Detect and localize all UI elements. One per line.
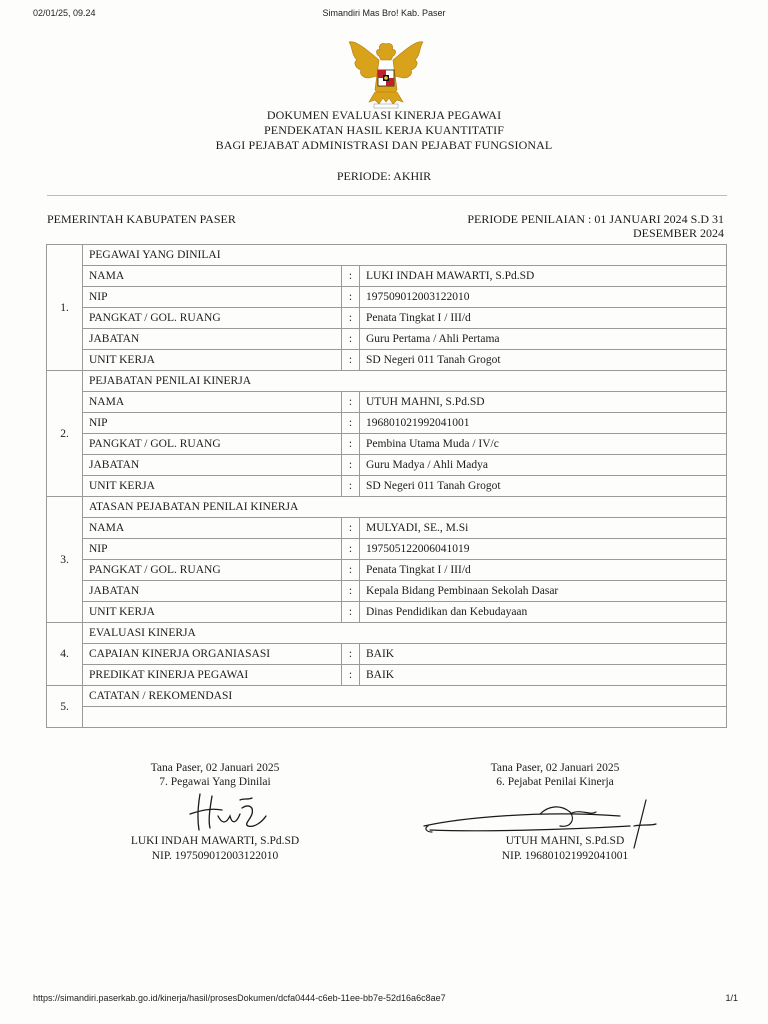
print-page-counter: 1/1 [725, 993, 738, 1003]
field-value: 196801021992041001 [360, 413, 727, 434]
periode-penilaian-line-1: PERIODE PENILAIAN : 01 JANUARI 2024 S.D 31 [467, 212, 724, 226]
colon: : [342, 560, 360, 581]
colon: : [342, 518, 360, 539]
handwritten-signature-left [182, 786, 282, 836]
field-label: UNIT KERJA [83, 476, 342, 497]
field-label: PANGKAT / GOL. RUANG [83, 308, 342, 329]
table-row [47, 560, 727, 581]
section-header-row [47, 245, 727, 266]
print-page-title: Simandiri Mas Bro! Kab. Paser [322, 8, 446, 18]
field-label: JABATAN [83, 581, 342, 602]
table-row [47, 581, 727, 602]
table-row [47, 707, 727, 728]
colon: : [342, 287, 360, 308]
field-value: Penata Tingkat I / III/d [360, 308, 727, 329]
field-value: 197509012003122010 [360, 287, 727, 308]
field-value: BAIK [360, 665, 727, 686]
colon: : [342, 329, 360, 350]
signer-name: LUKI INDAH MAWARTI, S.Pd.SD [130, 835, 300, 847]
field-label: UNIT KERJA [83, 602, 342, 623]
table-row [47, 413, 727, 434]
field-value: 197505122006041019 [360, 539, 727, 560]
section-number: 1. [47, 245, 83, 371]
field-label: NIP [83, 539, 342, 560]
periode-penilaian [424, 212, 724, 240]
section-number: 4. [47, 623, 83, 686]
field-label: NAMA [83, 266, 342, 287]
field-value: BAIK [360, 644, 727, 665]
colon: : [342, 581, 360, 602]
signer-name: UTUH MAHNI, S.Pd.SD [505, 835, 625, 847]
section-title: ATASAN PEJABATAN PENILAI KINERJA [83, 497, 727, 518]
field-value: Pembina Utama Muda / IV/c [360, 434, 727, 455]
table-row [47, 539, 727, 560]
section-title: PEJABATAN PENILAI KINERJA [83, 371, 727, 392]
section-header-row [47, 371, 727, 392]
table-row [47, 665, 727, 686]
signature-role: 6. Pejabat Penilai Kinerja [496, 776, 614, 788]
table-row [47, 476, 727, 497]
field-value: Dinas Pendidikan dan Kebudayaan [360, 602, 727, 623]
notes-empty-cell [83, 707, 727, 728]
field-label: PREDIKAT KINERJA PEGAWAI [83, 665, 342, 686]
table-row [47, 434, 727, 455]
print-timestamp: 02/01/25, 09.24 [33, 8, 96, 18]
colon: : [342, 539, 360, 560]
colon: : [342, 434, 360, 455]
field-label: NIP [83, 413, 342, 434]
section-header-row [47, 497, 727, 518]
document-title-block [0, 108, 768, 153]
signer-info-right [450, 834, 680, 864]
field-value: Kepala Bidang Pembinaan Sekolah Dasar [360, 581, 727, 602]
field-value: UTUH MAHNI, S.Pd.SD [360, 392, 727, 413]
section-number: 5. [47, 686, 83, 728]
field-label: CAPAIAN KINERJA ORGANIASASI [83, 644, 342, 665]
signature-place-date: Tana Paser, 02 Januari 2025 [150, 762, 280, 774]
document-title-line-2: PENDEKATAN HASIL KERJA KUANTITATIF [263, 123, 505, 137]
colon: : [342, 602, 360, 623]
colon: : [342, 455, 360, 476]
field-label: PANGKAT / GOL. RUANG [83, 434, 342, 455]
section-title: EVALUASI KINERJA [83, 623, 727, 644]
table-row [47, 602, 727, 623]
signer-info-left [90, 834, 340, 864]
garuda-emblem-icon [345, 38, 427, 110]
document-title-line-3: BAGI PEJABAT ADMINISTRASI DAN PEJABAT FUNGSIONAL [215, 138, 553, 152]
field-value: LUKI INDAH MAWARTI, S.Pd.SD [360, 266, 727, 287]
section-number: 2. [47, 371, 83, 497]
field-value: SD Negeri 011 Tanah Grogot [360, 476, 727, 497]
colon: : [342, 350, 360, 371]
table-row [47, 329, 727, 350]
signature-block-left [110, 761, 320, 789]
field-value: Guru Pertama / Ahli Pertama [360, 329, 727, 350]
colon: : [342, 308, 360, 329]
document-title-line-1: DOKUMEN EVALUASI KINERJA PEGAWAI [266, 108, 502, 122]
field-value: Penata Tingkat I / III/d [360, 560, 727, 581]
print-url: https://simandiri.paserkab.go.id/kinerja/hasil/prosesDokumen/dcfa0444-c6eb-11ee-bb7e-52d16a6c8ae7 [33, 993, 446, 1003]
field-label: NIP [83, 287, 342, 308]
colon: : [342, 476, 360, 497]
table-row [47, 392, 727, 413]
signer-nip: NIP. 197509012003122010 [151, 850, 279, 862]
field-label: PANGKAT / GOL. RUANG [83, 560, 342, 581]
periode-penilaian-line-2: DESEMBER 2024 [632, 226, 724, 240]
periode-label: PERIODE: AKHIR [336, 169, 432, 183]
section-header-row [47, 686, 727, 707]
section-header-row [47, 623, 727, 644]
signature-place-date: Tana Paser, 02 Januari 2025 [490, 762, 620, 774]
field-value: Guru Madya / Ahli Madya [360, 455, 727, 476]
signature-block-right [450, 761, 660, 789]
field-label: JABATAN [83, 455, 342, 476]
instansi-label: PEMERINTAH KABUPATEN PASER [47, 212, 236, 226]
colon: : [342, 266, 360, 287]
field-value: SD Negeri 011 Tanah Grogot [360, 350, 727, 371]
field-label: NAMA [83, 518, 342, 539]
colon: : [342, 644, 360, 665]
table-row [47, 308, 727, 329]
table-row [47, 518, 727, 539]
section-title: PEGAWAI YANG DINILAI [83, 245, 727, 266]
field-label: NAMA [83, 392, 342, 413]
section-number: 3. [47, 497, 83, 623]
table-row [47, 644, 727, 665]
field-value: MULYADI, SE., M.Si [360, 518, 727, 539]
field-label: JABATAN [83, 329, 342, 350]
table-row [47, 455, 727, 476]
divider [47, 195, 727, 196]
signer-nip: NIP. 196801021992041001 [501, 850, 629, 862]
table-row [47, 266, 727, 287]
evaluation-table [46, 244, 727, 728]
colon: : [342, 392, 360, 413]
colon: : [342, 665, 360, 686]
section-title: CATATAN / REKOMENDASI [83, 686, 727, 707]
signature-role: 7. Pegawai Yang Dinilai [159, 776, 271, 788]
table-row [47, 287, 727, 308]
table-row [47, 350, 727, 371]
field-label: UNIT KERJA [83, 350, 342, 371]
colon: : [342, 413, 360, 434]
